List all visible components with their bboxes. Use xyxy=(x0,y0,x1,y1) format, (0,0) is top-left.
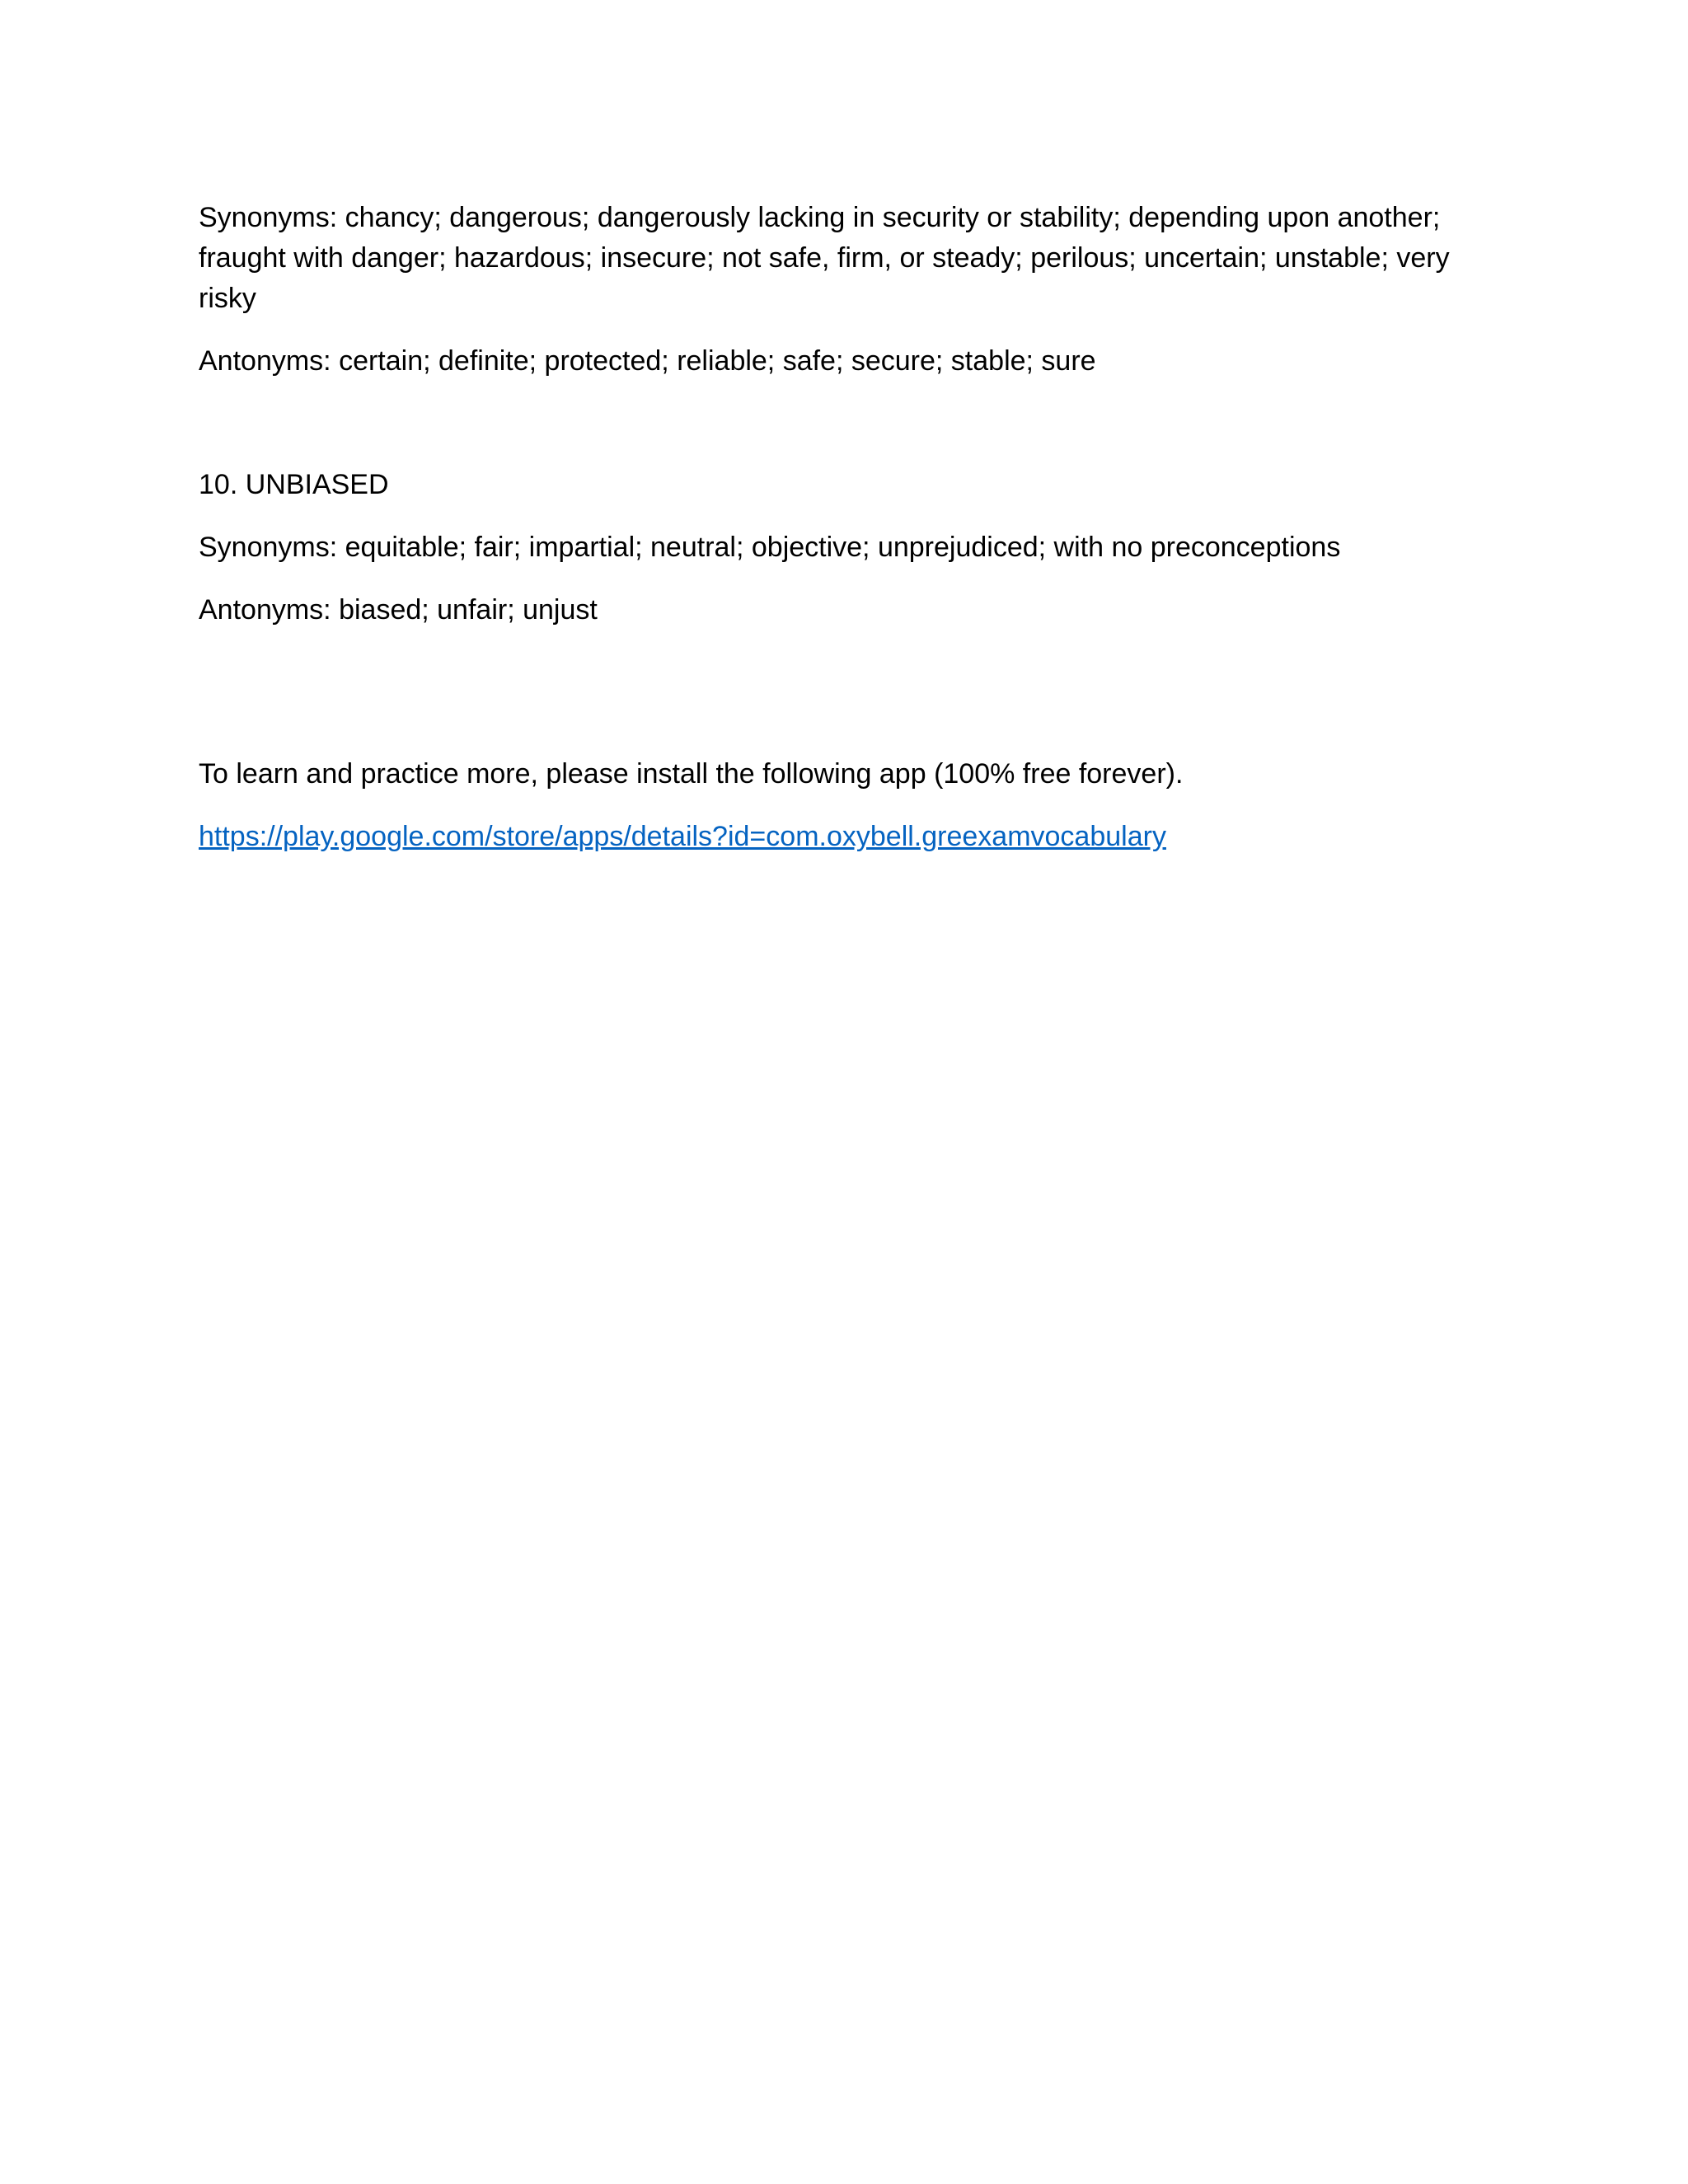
prev-entry-antonyms: Antonyms: certain; definite; protected; reliable; safe; secure; stable; sure xyxy=(199,345,1096,377)
prev-entry-synonyms: Synonyms: chancy; dangerous; dangerously lacking in security or stability; depending upon another; fraught with danger; hazardous; insecure; not safe, firm, or steady; perilous; uncertain; unstable; very risky xyxy=(199,202,1450,314)
promo-link-line xyxy=(199,817,1484,857)
entry-10-antonyms: Antonyms: biased; unfair; unjust xyxy=(199,594,598,626)
entry-10-synonyms: Synonyms: equitable; fair; impartial; neutral; objective; unprejudiced; with no preconceptions xyxy=(199,532,1341,563)
document-body xyxy=(199,198,1484,857)
promo-text: To learn and practice more, please install the following app (100% free forever). xyxy=(199,758,1184,790)
entry-10-heading: 10. UNBIASED xyxy=(199,469,389,500)
app-store-link[interactable]: https://play.google.com/store/apps/details?id=com.oxybell.greexamvocabulary xyxy=(199,821,1166,852)
